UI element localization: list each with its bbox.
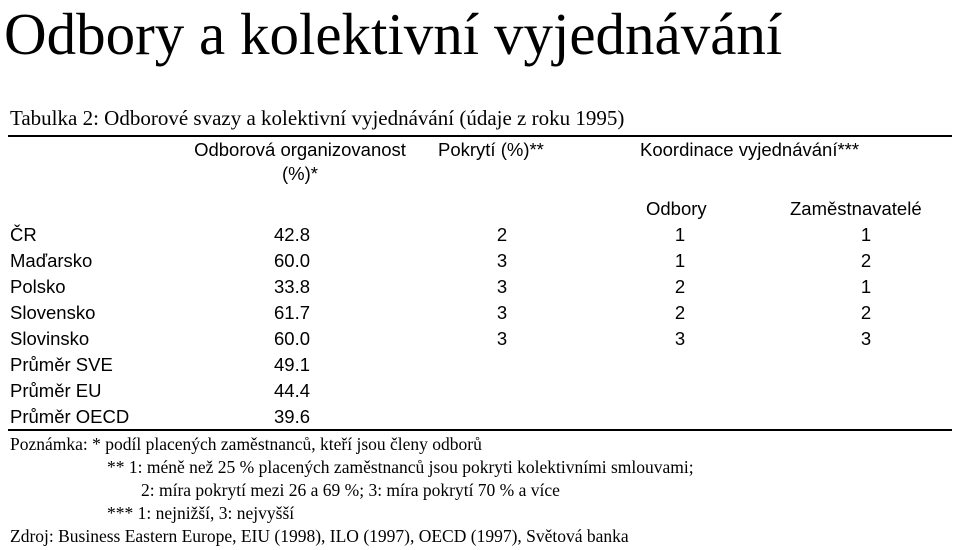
coord-employers-cell: 1 — [860, 224, 872, 245]
note-coordination: *** 1: nejnižší, 3: nejvyšší — [107, 503, 295, 523]
slide-title: Odbory a kolektivní vyjednávání — [4, 1, 783, 67]
union-density-cell: 42.8 — [274, 224, 311, 245]
coord-unions-cell: 1 — [674, 224, 686, 245]
coord-employers-cell: 2 — [860, 302, 872, 323]
table-row — [0, 353, 960, 379]
union-density-cell: 39.6 — [274, 406, 311, 427]
coverage-cell: 3 — [496, 328, 508, 349]
header-coordination: Koordinace vyjednávání*** — [640, 139, 860, 160]
note-coverage-1: ** 1: méně než 25 % placených zaměstnanců jsou pokryti kolektivními smlouvami; — [107, 457, 694, 477]
table-bottom-rule — [8, 429, 952, 431]
table-row — [0, 379, 960, 405]
table-body — [0, 223, 960, 431]
header-coordination-unions: Odbory — [646, 198, 707, 219]
union-density-cell: 60.0 — [274, 250, 311, 271]
coverage-cell: 2 — [496, 224, 508, 245]
table-notes — [10, 433, 694, 548]
country-cell: Slovinsko — [10, 328, 90, 349]
country-cell: Průměr EU — [10, 380, 102, 401]
table-row — [0, 327, 960, 353]
coverage-cell: 3 — [496, 302, 508, 323]
union-density-cell: 49.1 — [274, 354, 311, 375]
table-row — [0, 223, 960, 249]
header-union-density — [180, 138, 420, 186]
country-cell: Slovensko — [10, 302, 96, 323]
union-density-cell: 60.0 — [274, 328, 311, 349]
table-row — [0, 405, 960, 431]
table-row — [0, 301, 960, 327]
country-cell: Průměr OECD — [10, 406, 130, 427]
source-note: Zdroj: Business Eastern Europe, EIU (1998), ILO (1997), OECD (1997), Světová banka — [10, 526, 629, 546]
header-union-density-line1: Odborová organizovanost — [194, 139, 406, 160]
coord-unions-cell: 3 — [674, 328, 686, 349]
coord-employers-cell: 1 — [860, 276, 872, 297]
table-row — [0, 275, 960, 301]
union-density-cell: 61.7 — [274, 302, 311, 323]
country-cell: Maďarsko — [10, 250, 93, 271]
table-caption: Tabulka 2: Odborové svazy a kolektivní vyjednávání (údaje z roku 1995) — [10, 106, 625, 130]
note-union-density: Poznámka: * podíl placených zaměstnanců, kteří jsou členy odborů — [10, 434, 482, 454]
coverage-cell: 3 — [496, 250, 508, 271]
coverage-cell: 3 — [496, 276, 508, 297]
coord-unions-cell: 2 — [674, 276, 686, 297]
table-row — [0, 249, 960, 275]
header-coverage: Pokrytí (%)** — [438, 139, 544, 160]
country-cell: Polsko — [10, 276, 66, 297]
coord-employers-cell: 2 — [860, 250, 872, 271]
header-coordination-employers: Zaměstnavatelé — [790, 198, 922, 219]
header-union-density-line2: (%)* — [282, 163, 318, 184]
coord-employers-cell: 3 — [860, 328, 872, 349]
union-density-cell: 44.4 — [274, 380, 311, 401]
country-cell: Průměr SVE — [10, 354, 113, 375]
country-cell: ČR — [10, 224, 37, 245]
coord-unions-cell: 2 — [674, 302, 686, 323]
table-top-rule — [8, 135, 952, 137]
coord-unions-cell: 1 — [674, 250, 686, 271]
union-density-cell: 33.8 — [274, 276, 311, 297]
note-coverage-2: 2: míra pokrytí mezi 26 a 69 %; 3: míra pokrytí 70 % a více — [141, 480, 560, 500]
